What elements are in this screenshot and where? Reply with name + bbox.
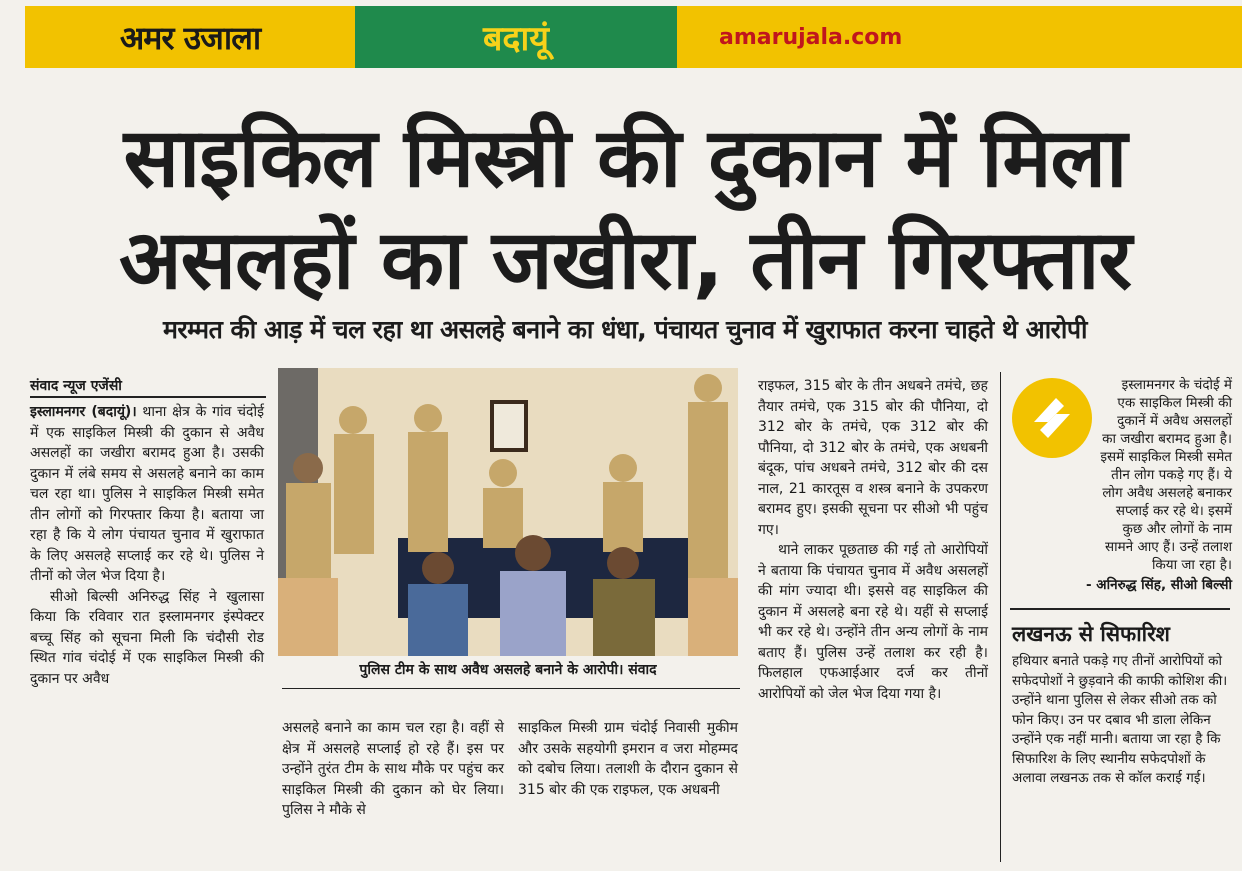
masthead-brand-box — [25, 6, 355, 68]
article-column-2 — [282, 718, 504, 821]
masthead — [25, 6, 1242, 68]
quote-author: - अनिरुद्ध सिंह, सीओ बिल्सी — [1086, 577, 1232, 593]
city-name: बदायूं — [483, 19, 549, 59]
sidebar-text: हथियार बनाते पकड़े गए तीनों आरोपियों को सफेदपोशों ने छुड़वाने की काफी कोशिश की। उन्होंने थाना पुलिस से लेकर सीओ तक को फोन किए। उन पर दबाव भी डाला लेकिन उन्होंने एक नहीं मानी। बताया जा रहा है कि सिफारिश के लिए स्थानीय सफेदपोशों के अलावा लखनऊ तक से कॉल कराई गई। — [1012, 653, 1228, 786]
website-label: amarujala.com — [719, 24, 903, 50]
headline-line-2: असलहों का जखीरा, तीन गिरफ्तार — [118, 213, 1132, 308]
headline-line-1: साइकिल मिस्त्री की दुकान में मिला — [123, 111, 1127, 206]
dateline: इस्लामनगर (बदायूं)। — [30, 404, 137, 420]
sidebar-title: लखनऊ से सिफारिश — [1012, 622, 1170, 646]
paragraph: राइफल, 315 बोर के तीन अधबने तमंचे, छह तैयार तमंचे, एक 315 बोर की पौनिया, दो 312 बोर के तमंचे, एक 312 बोर की पौनिया, दो 312 बोर के तमंचे, एक अधबनी बंदूक, पांच अधबने तमंचे, 312 बोर की दस नाल, 21 कारतूस व शस्त्र बनाने के उपकरण बरामद हुए। इसकी सूचना पर सीओ भी पहुंच गए। — [758, 378, 988, 538]
article-column-1 — [30, 402, 264, 689]
byline: संवाद न्यूज एजेंसी — [30, 378, 122, 394]
article-column-4 — [758, 376, 988, 704]
masthead-city-box — [355, 6, 677, 68]
police-team-photo — [278, 368, 738, 656]
paragraph-text: थाना क्षेत्र के गांव चंदोई में एक साइकिल मिस्त्री की दुकान से अवैध असलहों का जखीरा बरामद हुआ है। उसकी दुकान में लंबे समय से असलहे बनाने का काम चल रहा था। पुलिस ने साइकिल मिस्त्री समेत तीन लोगों को गिरफ्तार किया है। बताया जा रहा है कि ये लोग पंचायत चुनाव में खुराफात के लिए असलहे सप्लाई कर रहे थे। पुलिस ने तीनों को जेल भेज दिया है। — [30, 404, 264, 584]
paragraph — [30, 402, 264, 587]
byline-rule — [30, 396, 266, 398]
sidebar-divider — [1000, 372, 1001, 862]
masthead-website-box — [677, 6, 1242, 68]
paragraph: साइकिल मिस्त्री ग्राम चंदोई निवासी मुकीम और उसके सहयोगी इमरान व जरा मोहम्मद को दबोच लिया। तलाशी के दौरान दुकान से 315 बोर की एक राइफल, एक अधबनी — [518, 720, 738, 798]
photo-caption: पुलिस टीम के साथ अवैध असलहे बनाने के आरोपी। संवाद — [359, 662, 657, 678]
quote-text: इस्लामनगर के चंदोई में एक साइकिल मिस्त्री की दुकानें में अवैध असलहों का जखीरा बरामद हुआ है। इसमें साइकिल मिस्त्री समेत तीन लोग पकड़े गए हैं। ये लोग अवैध असलहे बनाकर सप्लाई कर रहे थे। इसमें कुछ और लोगों के नाम सामने आए हैं। उन्हें तलाश किया जा रहा है। — [1100, 377, 1232, 573]
paragraph: थाने लाकर पूछताछ की गई तो आरोपियों ने बताया कि पंचायत चुनाव में अवैध असलहों की मांग ज्यादा थी। इससे वह साइकिल की दुकान में असलहे बना रहे थे। यहीं से सप्लाई भी कर रहे थे। उन्होंने तीन अन्य लोगों के नाम बताए हैं। पुलिस उन्हें तलाश कर रही है। फिलहाल एफआईआर दर्ज कर तीनों आरोपियों को जेल भेज दिया गया है। — [758, 542, 988, 702]
sidebar-rule — [1010, 608, 1230, 610]
caption-rule — [282, 688, 740, 689]
news-photo — [278, 368, 738, 656]
article-column-3 — [518, 718, 738, 800]
sidebar-quote — [1010, 376, 1232, 594]
brand-logo: अमर उजाला — [119, 18, 261, 57]
subheadline: मरम्मत की आड़ में चल रहा था असलहे बनाने का धंधा, पंचायत चुनाव में खुराफात करना चाहते थे आरोपी — [162, 315, 1087, 344]
headline — [20, 108, 1230, 312]
paragraph: असलहे बनाने का काम चल रहा है। वहीं से क्षेत्र में असलहे सप्लाई हो रहे हैं। इस पर उन्होंने तुरंत टीम के साथ मौके पर पहुंच कर साइकिल मिस्त्री की दुकान को घेर लिया। पुलिस ने मौके से — [282, 720, 504, 818]
paragraph: सीओ बिल्सी अनिरुद्ध सिंह ने खुलासा किया कि रविवार रात इस्लामनगर इंस्पेक्टर बच्चू सिंह को सूचना मिली कि चंदौसी रोड स्थित गांव चंदोई में एक साइकिल मिस्त्री की दुकान पर अवैध — [30, 588, 264, 687]
